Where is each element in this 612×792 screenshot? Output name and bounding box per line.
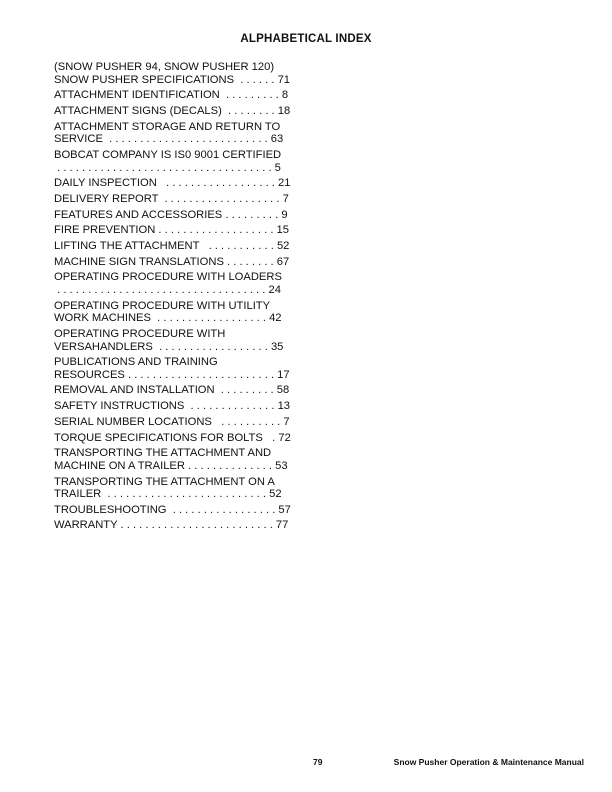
index-entry: DELIVERY REPORT . . . . . . . . . . . . . . . . . . . 7 xyxy=(54,192,289,205)
page-number: 79 xyxy=(313,757,323,767)
index-entry: LIFTING THE ATTACHMENT . . . . . . . . . . . 52 xyxy=(54,239,290,252)
index-entry: TRANSPORTING THE ATTACHMENT AND MACHINE ON A TRAILER . . . . . . . . . . . . . . 53 xyxy=(54,447,288,472)
index-entry: OPERATING PROCEDURE WITH VERSAHANDLERS . . . . . . . . . . . . . . . . . . 35 xyxy=(54,327,284,353)
footer-manual-title: Snow Pusher Operation & Maintenance Manual xyxy=(393,757,584,767)
index-entry: WARRANTY . . . . . . . . . . . . . . . . . . . . . . . . . 77 xyxy=(54,519,289,532)
alphabetical-index-list xyxy=(54,61,306,535)
index-entry: TORQUE SPECIFICATIONS FOR BOLTS . 72 xyxy=(54,431,291,444)
index-entry: PUBLICATIONS AND TRAINING RESOURCES . . . . . . . . . . . . . . . . . . . . . . . . 17 xyxy=(54,356,290,381)
index-entry: SERIAL NUMBER LOCATIONS . . . . . . . . . . 7 xyxy=(54,415,290,428)
index-entry: TROUBLESHOOTING . . . . . . . . . . . . . . . . . 57 xyxy=(54,503,291,516)
index-entry: OPERATING PROCEDURE WITH LOADERS . . . . . . . . . . . . . . . . . . . . . . . . . . . . . . . . . . 24 xyxy=(54,271,282,296)
index-entry: ATTACHMENT SIGNS (DECALS) . . . . . . . . 18 xyxy=(54,104,291,117)
index-entry: MACHINE SIGN TRANSLATIONS . . . . . . . . 67 xyxy=(54,255,290,268)
index-entry: FIRE PREVENTION . . . . . . . . . . . . . . . . . . . 15 xyxy=(54,224,289,237)
index-entry: DAILY INSPECTION . . . . . . . . . . . . . . . . . . 21 xyxy=(54,177,291,190)
page-title: ALPHABETICAL INDEX xyxy=(240,33,372,45)
index-entry: OPERATING PROCEDURE WITH UTILITY WORK MACHINES . . . . . . . . . . . . . . . . . . 42 xyxy=(54,299,282,325)
index-entry: ATTACHMENT IDENTIFICATION . . . . . . . . . 8 xyxy=(54,89,289,102)
index-entry: SAFETY INSTRUCTIONS . . . . . . . . . . . . . . 13 xyxy=(54,400,291,413)
index-entry: FEATURES AND ACCESSORIES . . . . . . . . . 9 xyxy=(54,208,288,221)
index-entry: ATTACHMENT STORAGE AND RETURN TO SERVICE . . . . . . . . . . . . . . . . . . . . . . . . . . 63 xyxy=(54,120,284,146)
index-entry: (SNOW PUSHER 94, SNOW PUSHER 120) SNOW PUSHER SPECIFICATIONS . . . . . . 71 xyxy=(54,61,291,86)
index-entry: TRANSPORTING THE ATTACHMENT ON A TRAILER . . . . . . . . . . . . . . . . . . . . . . . . . . 52 xyxy=(54,475,282,501)
index-entry: REMOVAL AND INSTALLATION . . . . . . . . . 58 xyxy=(54,384,290,397)
index-entry: BOBCAT COMPANY IS IS0 9001 CERTIFIED . . . . . . . . . . . . . . . . . . . . . . . . . . . . . . . . . . . 5 xyxy=(54,148,282,174)
